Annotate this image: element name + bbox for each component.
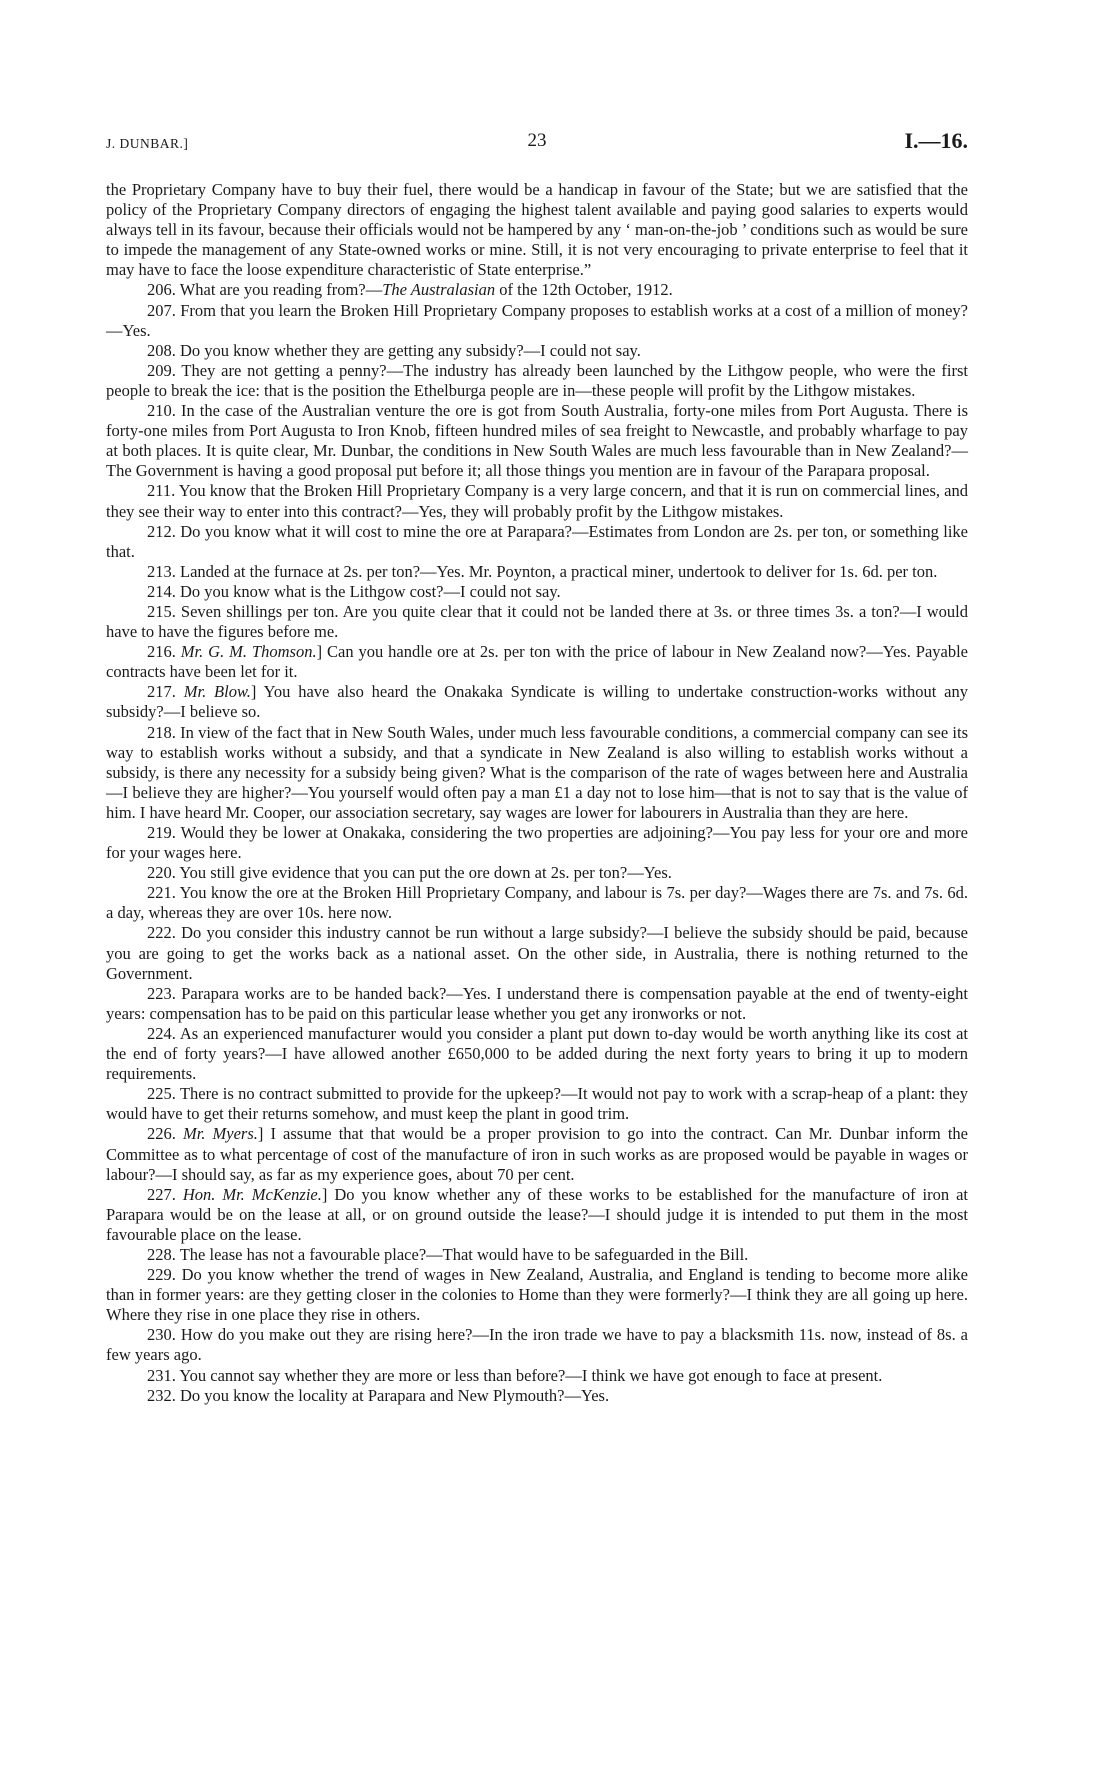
question-215: 215. Seven shillings per ton. Are you quite clear that it could not be landed there at 3s. or three times 3s. a ton?—I would have to have the figures before me. [106, 601, 968, 642]
opening-paragraph: the Proprietary Company have to buy their fuel, there would be a handicap in favour of the State; but we are satisfied that the policy of the Proprietary Company directors of engaging the highest talent available and paying good salaries to experts would always tell in its favour, because their officials would not be hampered by any ‘ man-on-the-job ’ conditions such as would be sure to impede the management of any State-owned works or mine. Still, it is not very encouraging to private enterprise to feel that it may have to face the loose expenditure characteristic of State enterprise.” [106, 180, 968, 280]
question-212: 212. Do you know what it will cost to mine the ore at Parapara?—Estimates from London are 2s. per ton, or something like that. [106, 521, 968, 561]
question-223: 223. Parapara works are to be handed back?—Yes. I understand there is compensation payable at the end of twenty-eight years: compensation has to be paid on this particular lease whether you get any ironworks or not. [106, 983, 968, 1023]
page-number: 23 [527, 130, 547, 151]
question-207: 207. From that you learn the Broken Hill Proprietary Company proposes to establish works at a cost of a million of money?—Yes. [106, 300, 968, 340]
question-210: 210. In the case of the Australian venture the ore is got from South Australia, forty-one miles from Port Augusta. There is forty-one miles from Port Augusta to Iron Knob, fifteen hundred miles of sea freight to Newcastle, and probably wharfage to pay at both places. It is quite clear, Mr. Dunbar, the conditions in New South Wales are much less favourable than in New Zealand?—The Government is having a good proposal put before it; all those things you mention are in favour of the Parapara proposal. [106, 401, 968, 481]
witness-name: J. DUNBAR.] [106, 136, 189, 151]
speaker-name: Mr. G. M. Thomson. [180, 642, 317, 662]
question-216: 216. Mr. G. M. Thomson.] Can you handle ore at 2s. per ton with the price of labour in New Zealand now?—Yes. Payable contracts have been let for it. [106, 642, 968, 682]
question-221: 221. You know the ore at the Broken Hill Proprietary Company, and labour is 7s. per day?—Wages there are 7s. and 7s. 6d. a day, whereas they are over 10s. here now. [106, 883, 968, 923]
question-214: 214. Do you know what is the Lithgow cost?—I could not say. [147, 581, 561, 601]
question-224: 224. As an experienced manufacturer would you consider a plant put down to-day would be worth anything like its cost at the end of forty years?—I have allowed another £650,000 to be added during the next forty years to bring it up to modern requirements. [106, 1023, 968, 1084]
question-229: 229. Do you know whether the trend of wages in New Zealand, Australia, and England is tending to become more alike than in former years: are they getting closer in the colonies to Home than they were formerly?—I think they are all going up here. Where they rise in one place they rise in others. [106, 1265, 968, 1325]
question-219: 219. Would they be lower at Onakaka, considering the two properties are adjoining?—You pay less for your ore and more for your wages here. [106, 823, 968, 863]
question-226: 226. Mr. Myers.] I assume that that would be a proper provision to go into the contract. Can Mr. Dunbar inform the Committee as to what percentage of cost of the manufacture of iron in such works as are proposed would be payable in wages or labour?—I should say, as far as my experience goes, about 70 per cent. [106, 1124, 968, 1184]
publication-title: The Australasian [382, 280, 496, 300]
question-209: 209. They are not getting a penny?—The industry has already been launched by the Lithgow people, who were the first people to break the ice: that is the position the Ethelburga people are in—these people will profit by the Lithgow mistakes. [106, 360, 968, 400]
speaker-name: Hon. Mr. McKenzie. [182, 1184, 322, 1204]
question-220: 220. You still give evidence that you can put the ore down at 2s. per ton?—Yes. [147, 863, 672, 883]
evidence-body [106, 180, 968, 1406]
speaker-name: Mr. Blow. [183, 682, 251, 702]
question-211: 211. You know that the Broken Hill Proprietary Company is a very large concern, and that it is run on commercial lines, and they see their way to enter into this contract?—Yes, they will probably profit by the Lithgow mistakes. [106, 481, 968, 521]
question-232: 232. Do you know the locality at Parapara and New Plymouth?—Yes. [147, 1385, 610, 1405]
question-227: 227. Hon. Mr. McKenzie.] Do you know whether any of these works to be established for the manufacture of iron at Parapara would be on the lease at all, or on ground outside the lease?—I should judge it is intended to put them in the most favourable place on the lease. [106, 1184, 969, 1244]
speaker-name: Mr. Myers. [182, 1124, 258, 1144]
paper-reference: I.—16. [904, 128, 968, 153]
question-225: 225. There is no contract submitted to provide for the upkeep?—It would not pay to work with a scrap-heap of a plant: they would have to get their returns somehow, and must keep the plant in good trim. [106, 1084, 968, 1124]
question-222: 222. Do you consider this industry cannot be run without a large subsidy?—I believe the subsidy should be paid, because you are going to get the works back as a national asset. On the other side, in Australia, there is nothing returned to the Government. [106, 923, 968, 983]
question-231: 231. You cannot say whether they are more or less than before?—I think we have got enough to face at present. [147, 1365, 883, 1385]
question-213: 213. Landed at the furnace at 2s. per ton?—Yes. Mr. Poynton, a practical miner, undertook to deliver for 1s. 6d. per ton. [147, 561, 938, 581]
question-218: 218. In view of the fact that in New South Wales, under much less favourable conditions, a commercial company can see its way to establish works without a subsidy, and that a syndicate in New Zealand is also willing to establish works without a subsidy, is there any necessity for a subsidy being given? What is the comparison of the rate of wages between here and Australia—I believe they are higher?—You yourself would often pay a man £1 a day not to lose him—that is not to say that is the value of him. I have heard Mr. Cooper, our association secretary, say wages are lower for labourers in Australia than they are here. [106, 722, 968, 822]
question-208: 208. Do you know whether they are getting any subsidy?—I could not say. [147, 340, 641, 360]
running-header [106, 128, 968, 158]
question-230: 230. How do you make out they are rising here?—In the iron trade we have to pay a blacksmith 11s. now, instead of 8s. a few years ago. [106, 1325, 968, 1365]
question-228: 228. The lease has not a favourable place?—That would have to be safeguarded in the Bill. [147, 1244, 749, 1264]
question-217: 217. Mr. Blow.] You have also heard the Onakaka Syndicate is willing to undertake construction-works without any subsidy?—I believe so. [106, 682, 968, 722]
question-206: 206. What are you reading from?—The Australasian of the 12th October, 1912. [147, 280, 673, 300]
